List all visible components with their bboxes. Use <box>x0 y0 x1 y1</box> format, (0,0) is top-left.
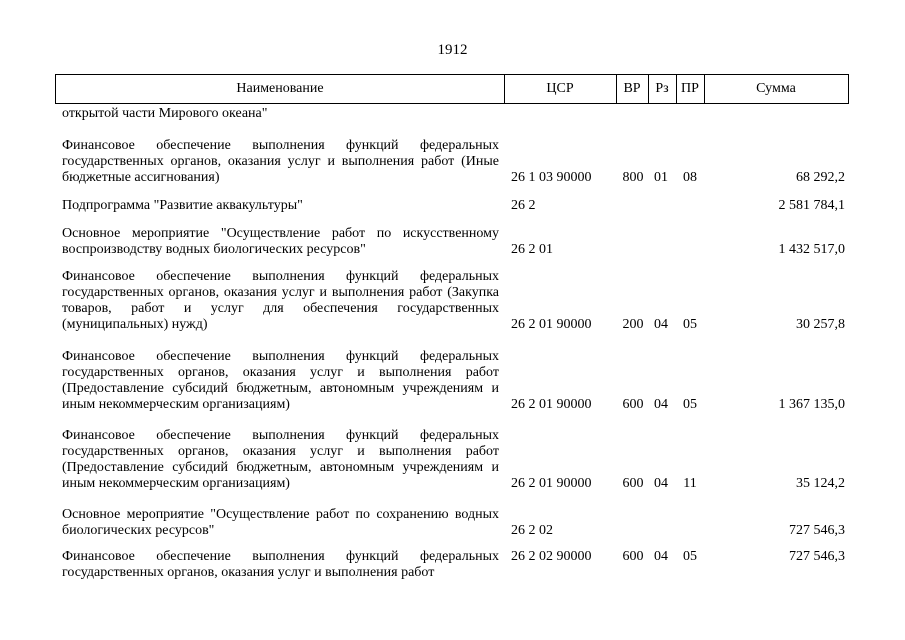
row-sum: 1 367 135,0 <box>778 397 845 412</box>
page-number: 1912 <box>437 42 468 58</box>
row-name: Финансовое обеспечение выполнения функций федеральных государственных органов, оказания услуг и выполнения работ (Предоставление субсидий бюджетным, автономным учреждениям и иным некоммерческим организациям) <box>62 428 499 491</box>
row-pr: 05 <box>683 549 697 564</box>
row-vr: 600 <box>622 549 644 564</box>
row-sum: 30 257,8 <box>796 317 845 332</box>
row-csr: 26 1 03 90000 <box>511 170 592 185</box>
row-rz: 04 <box>654 317 668 332</box>
table-row <box>0 428 905 492</box>
row-name: Основное мероприятие "Осуществление работ по искусственному воспроизводству водных биологических ресурсов" <box>62 226 499 257</box>
table-row <box>0 549 905 581</box>
row-pr: 05 <box>683 397 697 412</box>
row-name: Финансовое обеспечение выполнения функций федеральных государственных органов, оказания услуг и выполнения работ <box>62 549 499 580</box>
row-csr: 26 2 01 90000 <box>511 317 592 332</box>
table-row <box>0 507 905 539</box>
column-header-csr: ЦСР <box>504 75 617 103</box>
row-pr: 11 <box>683 476 697 491</box>
row-rz: 01 <box>654 170 668 185</box>
row-name: открытой части Мирового океана" <box>62 106 268 121</box>
row-rz: 04 <box>654 549 668 564</box>
row-csr: 26 2 01 90000 <box>511 476 592 491</box>
table-row <box>0 138 905 186</box>
row-pr: 08 <box>683 170 697 185</box>
row-sum: 727 546,3 <box>789 549 845 564</box>
column-header-rz: Рз <box>648 75 677 103</box>
row-sum: 35 124,2 <box>796 476 845 491</box>
column-header-name: Наименование <box>56 75 505 103</box>
row-name: Основное мероприятие "Осуществление работ по сохранению водных биологических ресурсов" <box>62 507 499 538</box>
row-csr: 26 2 <box>511 198 536 213</box>
row-csr: 26 2 01 90000 <box>511 397 592 412</box>
row-sum: 727 546,3 <box>789 523 845 538</box>
row-vr: 600 <box>622 397 644 412</box>
row-rz: 04 <box>654 397 668 412</box>
row-name: Финансовое обеспечение выполнения функций федеральных государственных органов, оказания услуг и выполнения работ (Предоставление субсидий бюджетным, автономным учреждениям и иным некоммерческим организациям) <box>62 349 499 412</box>
row-name: Подпрограмма "Развитие аквакультуры" <box>62 198 303 213</box>
table-row <box>0 349 905 413</box>
row-sum: 2 581 784,1 <box>778 198 845 213</box>
table-row <box>0 106 905 122</box>
table-row <box>0 269 905 333</box>
row-sum: 1 432 517,0 <box>778 242 845 257</box>
column-header-vr: ВР <box>616 75 649 103</box>
column-header-pr: ПР <box>676 75 705 103</box>
row-rz: 04 <box>654 476 668 491</box>
table-row <box>0 226 905 258</box>
table-row <box>0 198 905 214</box>
row-vr: 800 <box>622 170 644 185</box>
row-csr: 26 2 02 90000 <box>511 549 592 564</box>
row-vr: 600 <box>622 476 644 491</box>
column-header-sum: Сумма <box>756 81 796 96</box>
row-csr: 26 2 01 <box>511 242 553 257</box>
row-sum: 68 292,2 <box>796 170 845 185</box>
row-pr: 05 <box>683 317 697 332</box>
row-vr: 200 <box>622 317 644 332</box>
row-name: Финансовое обеспечение выполнения функций федеральных государственных органов, оказания услуг и выполнения работ (Иные бюджетные ассигнования) <box>62 138 499 185</box>
row-csr: 26 2 02 <box>511 523 553 538</box>
row-name: Финансовое обеспечение выполнения функций федеральных государственных органов, оказания услуг и выполнения работ (Закупка товаров, работ и услуг для обеспечения государственных (муниципальных) нужд) <box>62 269 499 332</box>
